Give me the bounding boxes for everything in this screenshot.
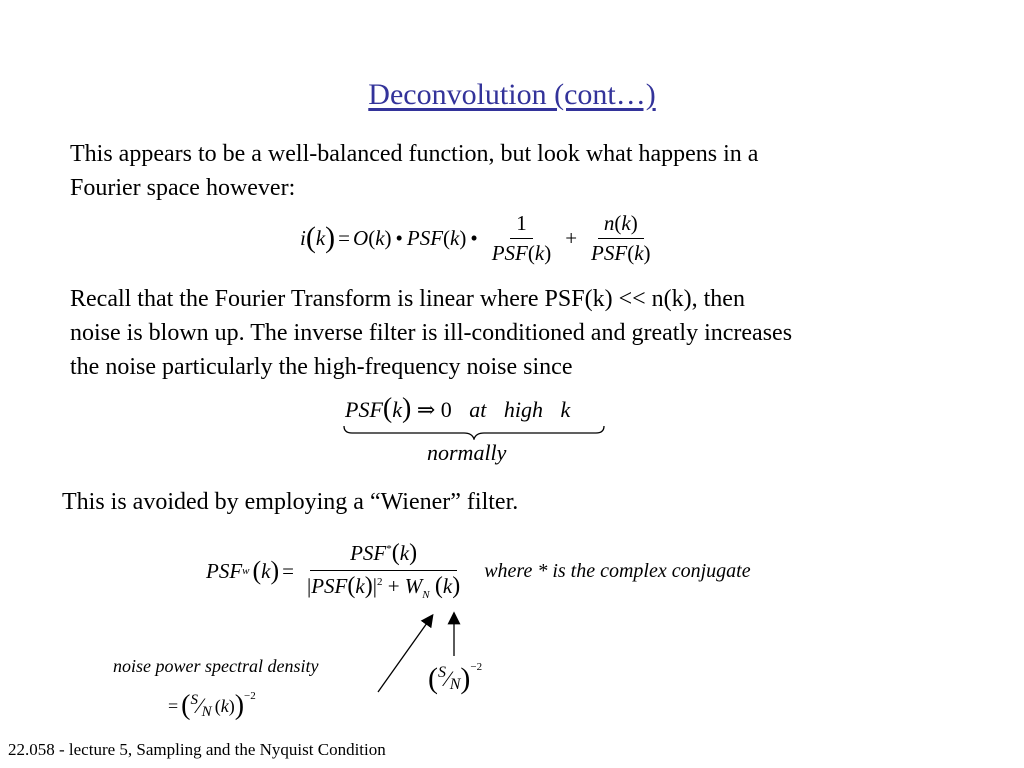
intro-paragraph bbox=[70, 137, 970, 205]
eq2-implies: ⇒ bbox=[416, 397, 436, 422]
eq2-zero: 0 bbox=[440, 397, 452, 422]
eq2-k: k bbox=[392, 397, 402, 422]
eq2-at: at bbox=[469, 397, 487, 422]
eq1-psf: PSF bbox=[406, 225, 444, 250]
eq1-plus: + bbox=[565, 225, 578, 250]
snr-term: ( S ⁄ N ) $^{-2}$ bbox=[428, 661, 483, 695]
eq1-frac1-den: PSF(k) bbox=[491, 240, 552, 265]
snr-n: N bbox=[201, 703, 212, 720]
recall-line-3: the noise particularly the high-frequency noise since bbox=[70, 354, 573, 380]
eq2-psf: PSF bbox=[345, 397, 383, 422]
eq1-paren-open: ( bbox=[305, 221, 316, 254]
eq1-frac2-den: PSF(k) bbox=[591, 240, 651, 265]
eq1-psf-k: k bbox=[450, 225, 460, 250]
underbrace bbox=[342, 424, 606, 440]
eq1-noise-fraction bbox=[585, 211, 656, 266]
intro-line-1: This appears to be a well-balanced function, but look what happens in a bbox=[70, 141, 759, 167]
noise-psd-definition: = ( S ⁄ N ( k ) ) $^{-2}$ bbox=[168, 690, 256, 721]
eq3-equals: = bbox=[282, 558, 295, 583]
eq1-inverse-fraction bbox=[486, 211, 557, 266]
recall-paragraph bbox=[70, 282, 970, 384]
eq1-bullet-2: • bbox=[470, 225, 478, 250]
eq1-bullet-1: • bbox=[395, 225, 403, 250]
eq3-w: w bbox=[242, 565, 250, 577]
eq3-k: k bbox=[261, 558, 271, 583]
conjugate-note: where * is the complex conjugate bbox=[484, 559, 751, 582]
eq1-i: i bbox=[300, 225, 306, 250]
eq2-high: high bbox=[503, 397, 543, 422]
wiener-den: $|PSF(k)|^2 + W_N$ (k) bbox=[307, 573, 461, 602]
eq1-O: O bbox=[353, 225, 369, 250]
eq2-k2: k bbox=[560, 397, 571, 422]
wiener-filter-equation: PSF w ( k ) = $\frac{PSF^*(k)}{|PSF(k)|^2 + W_N (k)}$ where * is the complex conjugate bbox=[206, 540, 751, 602]
eq1-O-k: k bbox=[375, 225, 385, 250]
eq1-k: k bbox=[315, 225, 326, 250]
eq1-paren-close: ) bbox=[325, 221, 336, 254]
eq1-frac1-num: 1 bbox=[510, 211, 533, 239]
normally-label: normally bbox=[427, 440, 507, 465]
psf-limit-equation: PSF(k) ⇒ 0 at high k bbox=[345, 393, 571, 424]
recall-line-2: noise is blown up. The inverse filter is ill-conditioned and greatly increases bbox=[70, 320, 793, 346]
slide-footer: 22.058 - lecture 5, Sampling and the Nyquist Condition bbox=[8, 740, 386, 759]
wiener-intro: This is avoided by employing a “Wiener” filter. bbox=[62, 489, 519, 515]
arrow-to-wn bbox=[378, 616, 432, 692]
fourier-equation: i ( k ) = O ( k ) • PSF ( k ) • $\frac{1}{\text{PSF(k)}}$ + $\frac{n(k)}{\text{PSF(k)}}$ bbox=[300, 208, 661, 268]
slide-title: Deconvolution (cont…) bbox=[368, 78, 656, 111]
recall-line-1: Recall that the Fourier Transform is linear where PSF(k) << n(k), then bbox=[70, 286, 745, 312]
wiener-fraction bbox=[301, 540, 466, 601]
eq1-equals: = bbox=[338, 225, 351, 250]
eq1-frac2-num: n(k) bbox=[598, 211, 644, 239]
wiener-num: PSF*(k) bbox=[310, 540, 457, 571]
snr-s: S bbox=[190, 691, 198, 708]
eq3-psf: PSF bbox=[206, 558, 243, 583]
noise-psd-label: noise power spectral density bbox=[113, 656, 319, 676]
intro-line-2: Fourier space however: bbox=[70, 175, 296, 201]
